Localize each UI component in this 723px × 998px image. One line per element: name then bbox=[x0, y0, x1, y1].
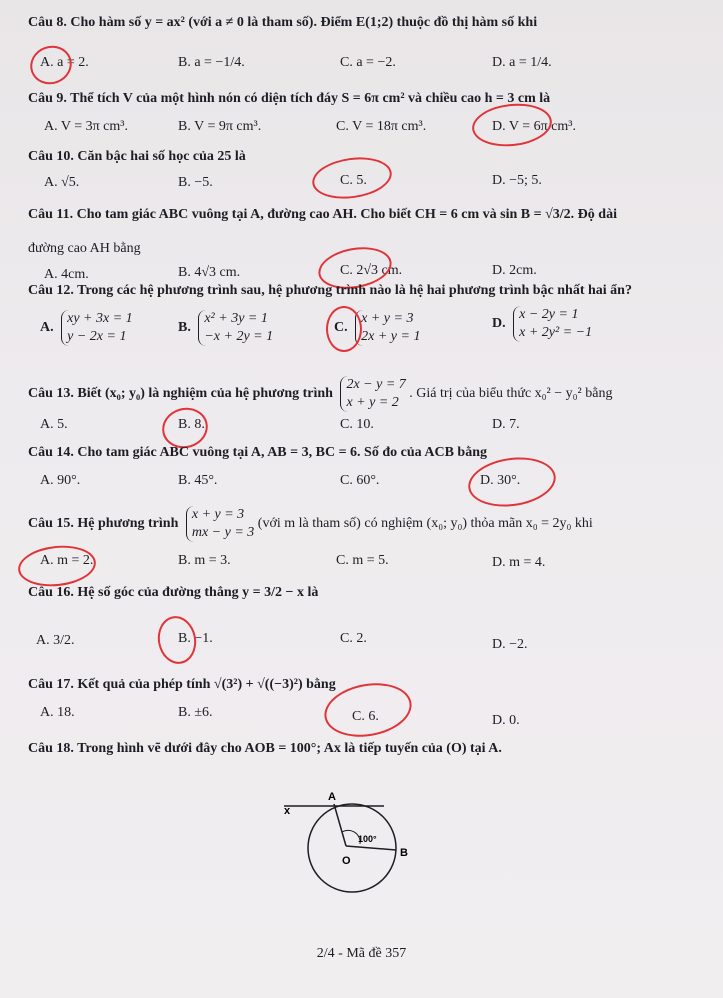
q16-option-c[interactable]: C. 2. bbox=[340, 631, 367, 646]
q8-option-c[interactable]: C. a = −2. bbox=[340, 55, 396, 70]
q10-option-b[interactable]: B. −5. bbox=[178, 175, 213, 190]
q17-option-d[interactable]: D. 0. bbox=[492, 713, 520, 728]
angle-label: 100° bbox=[358, 834, 377, 844]
q13-system: 2x − y = 7 x + y = 2 bbox=[340, 376, 405, 412]
circle-o bbox=[308, 804, 396, 892]
q15-option-b[interactable]: B. m = 3. bbox=[178, 553, 231, 568]
q10-option-a[interactable]: A. √5. bbox=[44, 175, 80, 190]
question-11: Câu 11. Cho tam giác ABC vuông tại A, đường cao AH. Cho biết CH = 6 cm và sin B = √3/2. Độ dài bbox=[28, 207, 617, 222]
q9-option-a[interactable]: A. V = 3π cm³. bbox=[44, 119, 128, 134]
q16-option-d[interactable]: D. −2. bbox=[492, 637, 528, 652]
q15-option-a[interactable]: A. m = 2. bbox=[40, 553, 94, 568]
page-footer: 2/4 - Mã đề 357 bbox=[316, 946, 407, 961]
q11-option-c[interactable]: C. 2√3 cm. bbox=[340, 263, 403, 278]
q17-option-a[interactable]: A. 18. bbox=[40, 705, 75, 720]
q11-option-d[interactable]: D. 2cm. bbox=[492, 263, 537, 278]
q9-option-d[interactable]: D. V = 6π cm³. bbox=[492, 119, 576, 134]
q15-system: x + y = 3 mx − y = 3 bbox=[186, 506, 254, 542]
radius-oa bbox=[334, 804, 346, 846]
q17-option-c[interactable]: C. 6. bbox=[352, 709, 379, 724]
q16-option-b[interactable]: B. −1. bbox=[178, 631, 213, 646]
q9-option-c[interactable]: C. V = 18π cm³. bbox=[336, 119, 427, 134]
label-o: O bbox=[342, 855, 351, 867]
q13-option-b[interactable]: B. 8. bbox=[178, 417, 205, 432]
label-a: A bbox=[328, 791, 336, 803]
q14-option-a[interactable]: A. 90°. bbox=[40, 473, 81, 488]
q14-option-d[interactable]: D. 30°. bbox=[480, 473, 521, 488]
answer-mark-q15 bbox=[16, 542, 98, 590]
question-18: Câu 18. Trong hình vẽ dưới đây cho AOB = 100°; Ax là tiếp tuyến của (O) tại A. bbox=[28, 741, 502, 756]
q8-option-b[interactable]: B. a = −1/4. bbox=[178, 55, 245, 70]
q12-option-d[interactable] bbox=[492, 306, 592, 342]
label-x: x bbox=[284, 805, 291, 817]
question-16: Câu 16. Hệ số góc của đường thẳng y = 3/2 − x là bbox=[28, 585, 319, 600]
question-17: Câu 17. Kết quả của phép tính √(3²) + √((−3)²) bằng bbox=[28, 677, 336, 692]
q10-option-d[interactable]: D. −5; 5. bbox=[492, 173, 542, 188]
q11-option-b[interactable]: B. 4√3 cm. bbox=[178, 265, 241, 280]
question-8: Câu 8. Cho hàm số y = ax² (với a ≠ 0 là tham số). Điểm E(1;2) thuộc đồ thị hàm số khi bbox=[28, 15, 538, 30]
q8-option-a[interactable]: A. a = 2. bbox=[40, 55, 89, 70]
q13-option-d[interactable]: D. 7. bbox=[492, 417, 520, 432]
q13-option-c[interactable]: C. 10. bbox=[340, 417, 374, 432]
q12-label-c: C. bbox=[334, 320, 348, 336]
question-15: Câu 15. Hệ phương trình x + y = 3 mx − y = 3 (với m là tham số) có nghiệm (x₀; y₀) thỏa mãn x₀ = 2y₀ khi bbox=[28, 507, 593, 540]
question-14: Câu 14. Cho tam giác ABC vuông tại A, AB = 3, BC = 6. Số đo của ACB bằng bbox=[28, 445, 487, 460]
answer-mark-q16 bbox=[154, 613, 200, 667]
q9-option-b[interactable]: B. V = 9π cm³. bbox=[178, 119, 262, 134]
q17-option-b[interactable]: B. ±6. bbox=[178, 705, 213, 720]
q12-label-a: A. bbox=[40, 320, 54, 336]
question-10: Câu 10. Căn bậc hai số học của 25 là bbox=[28, 149, 246, 164]
radius-ob bbox=[346, 846, 396, 850]
q14-option-b[interactable]: B. 45°. bbox=[178, 473, 218, 488]
q15-option-c[interactable]: C. m = 5. bbox=[336, 553, 389, 568]
q12-system-c: x + y = 3 2x + y = 1 bbox=[355, 310, 420, 346]
question-9: Câu 9. Thể tích V của một hình nón có diện tích đáy S = 6π cm² và chiều cao h = 3 cm là bbox=[28, 91, 551, 106]
question-11-continued: đường cao AH bằng bbox=[28, 241, 141, 256]
q13-option-a[interactable]: A. 5. bbox=[40, 417, 68, 432]
q15-option-d[interactable]: D. m = 4. bbox=[492, 555, 546, 570]
q11-option-a[interactable]: A. 4cm. bbox=[44, 267, 89, 282]
geometry-figure bbox=[272, 784, 432, 894]
q12-system-b: x² + 3y = 1 −x + 2y = 1 bbox=[198, 310, 273, 346]
q12-system-d: x − 2y = 1 x + 2y² = −1 bbox=[513, 306, 592, 342]
q8-option-d[interactable]: D. a = 1/4. bbox=[492, 55, 552, 70]
q12-label-d: D. bbox=[492, 316, 506, 332]
question-13: Câu 13. Biết (x₀; y₀) là nghiệm của hệ phương trình 2x − y = 7 x + y = 2 . Giá trị của biểu thức x₀² − y₀² bằng bbox=[28, 377, 613, 410]
question-12: Câu 12. Trong các hệ phương trình sau, hệ phương trình nào là hệ hai phương trình bậc nhất hai ẩn? bbox=[28, 283, 632, 298]
q16-option-a[interactable]: A. 3/2. bbox=[36, 633, 75, 648]
label-b: B bbox=[400, 847, 408, 859]
q12-label-b: B. bbox=[178, 320, 191, 336]
q10-option-c[interactable]: C. 5. bbox=[340, 173, 367, 188]
q12-option-a[interactable] bbox=[40, 310, 133, 346]
answer-mark-q12 bbox=[326, 306, 362, 352]
answer-mark-q8 bbox=[25, 40, 77, 90]
answer-mark-q10 bbox=[310, 153, 395, 204]
q12-option-b[interactable] bbox=[178, 310, 273, 346]
q14-option-c[interactable]: C. 60°. bbox=[340, 473, 380, 488]
q12-system-a: xy + 3x = 1 y − 2x = 1 bbox=[61, 310, 133, 346]
